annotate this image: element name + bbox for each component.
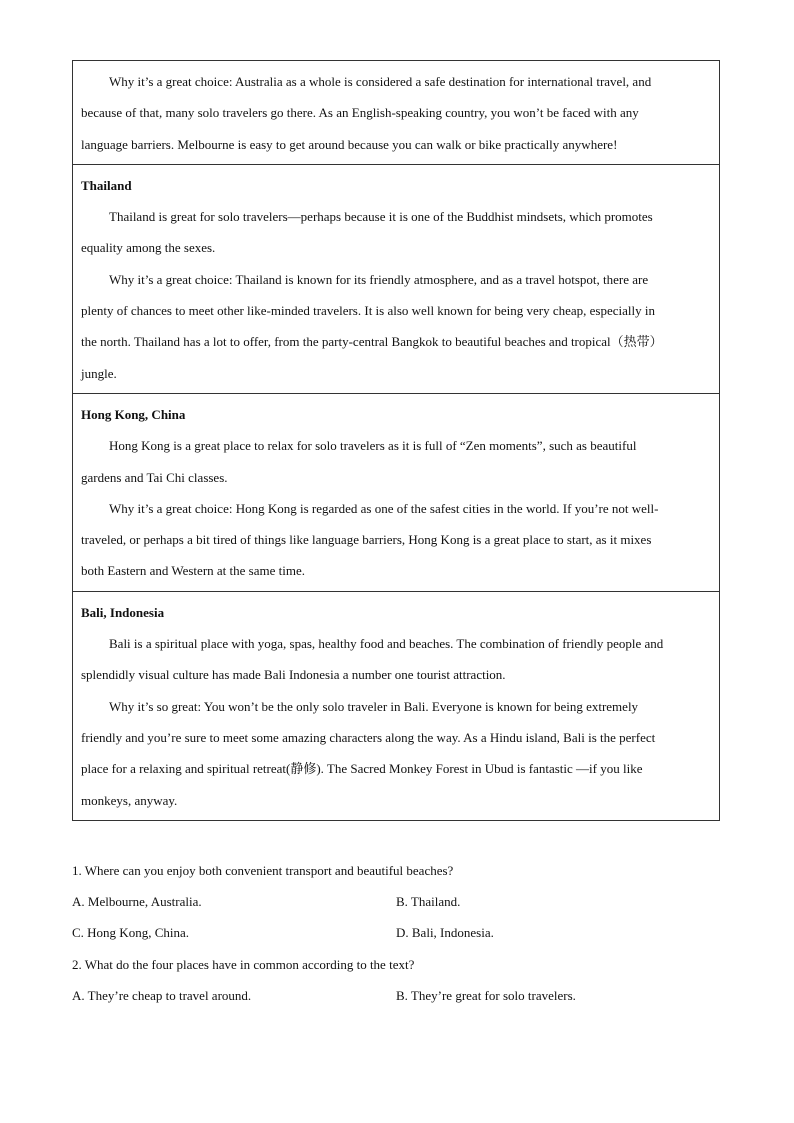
paragraph-line: gardens and Tai Chi classes. [81,469,228,485]
paragraph-line: Why it’s a great choice: Hong Kong is regarded as one of the safest cities in the world. If you’re not well- [109,500,659,516]
thailand-section [73,164,719,393]
question-2-options-row-1 [72,980,720,1011]
bali-section [73,591,719,820]
paragraph-line: traveled, or perhaps a bit tired of things like language barriers, Hong Kong is a great place to start, as it mixes [81,532,652,548]
paragraph-line: the north. Thailand has a lot to offer, from the party-central Bangkok to beautiful beaches and tropical（热带） [81,334,663,350]
section-title: Bali, Indonesia [81,604,165,620]
option-c: C. Hong Kong, China. [72,925,189,941]
paragraph-line: both Eastern and Western at the same time. [81,563,305,579]
paragraph-line: Bali is a spiritual place with yoga, spas, healthy food and beaches. The combination of friendly people and [109,636,664,652]
paragraph-line: because of that, many solo travelers go there. As an English-speaking country, you won’t be faced with any [81,105,639,121]
paragraph-line: Hong Kong is a great place to relax for solo travelers as it is full of “Zen moments”, such as beautiful [109,438,637,454]
paragraph-line: jungle. [81,365,117,381]
option-b: B. Thailand. [396,894,461,910]
paragraph-line: Why it’s so great: You won’t be the only solo traveler in Bali. Everyone is known for being extremely [109,698,639,714]
option-b: B. They’re great for solo travelers. [396,987,576,1003]
paragraph-line: Thailand is great for solo travelers—perhaps because it is one of the Buddhist mindsets, which promotes [109,209,653,225]
hongkong-section [73,393,719,591]
option-a: A. Melbourne, Australia. [72,894,202,910]
paragraph-line: Why it’s a great choice: Australia as a whole is considered a safe destination for international travel, and [109,74,652,89]
paragraph-line: language barriers. Melbourne is easy to get around because you can walk or bike practically anywhere! [81,136,618,152]
question-1: 1. Where can you enjoy both convenient transport and beautiful beaches? [72,863,454,878]
paragraph-line: Why it’s a great choice: Thailand is known for its friendly atmosphere, and as a travel hotspot, there are [109,271,649,287]
question-1-options-row-2 [72,917,720,948]
passage-table [72,60,720,821]
paragraph-line: splendidly visual culture has made Bali Indonesia a number one tourist attraction. [81,667,506,683]
option-a: A. They’re cheap to travel around. [72,987,252,1003]
option-d: D. Bali, Indonesia. [396,925,494,941]
paragraph-line: equality among the sexes. [81,240,216,256]
paragraph-line: plenty of chances to meet other like-minded travelers. It is also well known for being very cheap, especially in [81,303,655,319]
question-2: 2. What do the four places have in common according to the text? [72,956,415,972]
paragraph-line: friendly and you’re sure to meet some amazing characters along the way. As a Hindu island, Bali is the perfect [81,729,656,745]
question-1-options-row-1 [72,886,720,917]
paragraph-line: place for a relaxing and spiritual retreat(静修). The Sacred Monkey Forest in Ubud is fantastic —if you like [81,761,643,777]
section-title: Thailand [81,177,132,193]
melbourne-section [73,61,719,164]
paragraph-line: monkeys, anyway. [81,792,178,808]
questions-section [72,855,720,1011]
section-title: Hong Kong, China [81,406,186,422]
